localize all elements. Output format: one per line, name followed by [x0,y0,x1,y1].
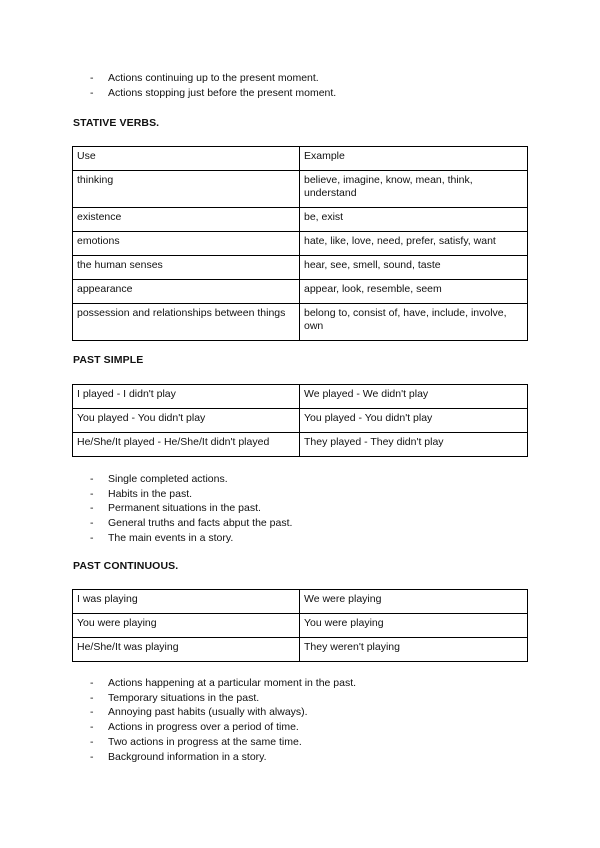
table-cell: the human senses [73,256,300,280]
table-cell: believe, imagine, know, mean, think, understand [300,171,528,208]
table-row [73,590,528,614]
table-cell: We were playing [300,590,528,614]
header-cell-use: Use [73,147,300,171]
table-cell: I was playing [73,590,300,614]
table-cell: I played - I didn't play [73,385,300,409]
past-simple-table [72,384,528,457]
table-row [73,171,528,208]
list-item: - Actions continuing up to the present moment. [90,71,336,86]
past-simple-heading: PAST SIMPLE [73,354,144,366]
table-cell: hear, see, smell, sound, taste [300,256,528,280]
stative-verbs-heading: STATIVE VERBS. [73,117,160,129]
list-item: - Actions stopping just before the present moment. [90,86,336,101]
table-cell: They played - They didn't play [300,433,528,457]
table-cell: hate, like, love, need, prefer, satisfy, want [300,232,528,256]
intro-bullet-list [90,71,336,100]
list-item: - Permanent situations in the past. [90,501,292,516]
table-cell: They weren't playing [300,638,528,662]
table-row [73,256,528,280]
table-cell: appear, look, resemble, seem [300,280,528,304]
list-item: - General truths and facts abput the past. [90,516,292,531]
table-row [73,304,528,341]
table-cell: existence [73,208,300,232]
table-header-row [73,147,528,171]
past-simple-bullet-list [90,472,292,546]
list-item: - Temporary situations in the past. [90,691,356,706]
table-cell: thinking [73,171,300,208]
past-continuous-table [72,589,528,662]
table-cell: We played - We didn't play [300,385,528,409]
table-row [73,208,528,232]
table-cell: belong to, consist of, have, include, involve, own [300,304,528,341]
list-item: - The main events in a story. [90,531,292,546]
table-cell: He/She/It played - He/She/It didn't played [73,433,300,457]
list-item: - Single completed actions. [90,472,292,487]
table-cell: You played - You didn't play [73,409,300,433]
table-row [73,409,528,433]
stative-verbs-table [72,146,528,341]
header-cell-example: Example [300,147,528,171]
table-cell: He/She/It was playing [73,638,300,662]
table-row [73,614,528,638]
table-cell: emotions [73,232,300,256]
list-item: - Annoying past habits (usually with always). [90,705,356,720]
list-item: - Two actions in progress at the same time. [90,735,356,750]
table-cell: You were playing [300,614,528,638]
table-row [73,385,528,409]
list-item: - Habits in the past. [90,487,292,502]
table-cell: possession and relationships between things [73,304,300,341]
list-item: - Actions happening at a particular moment in the past. [90,676,356,691]
table-cell: You were playing [73,614,300,638]
list-item: - Actions in progress over a period of time. [90,720,356,735]
past-continuous-bullet-list [90,676,356,764]
table-row [73,280,528,304]
past-continuous-heading: PAST CONTINUOUS. [73,560,179,572]
table-row [73,638,528,662]
table-cell: be, exist [300,208,528,232]
list-item: - Background information in a story. [90,750,356,765]
table-row [73,433,528,457]
table-cell: You played - You didn't play [300,409,528,433]
table-cell: appearance [73,280,300,304]
table-row [73,232,528,256]
